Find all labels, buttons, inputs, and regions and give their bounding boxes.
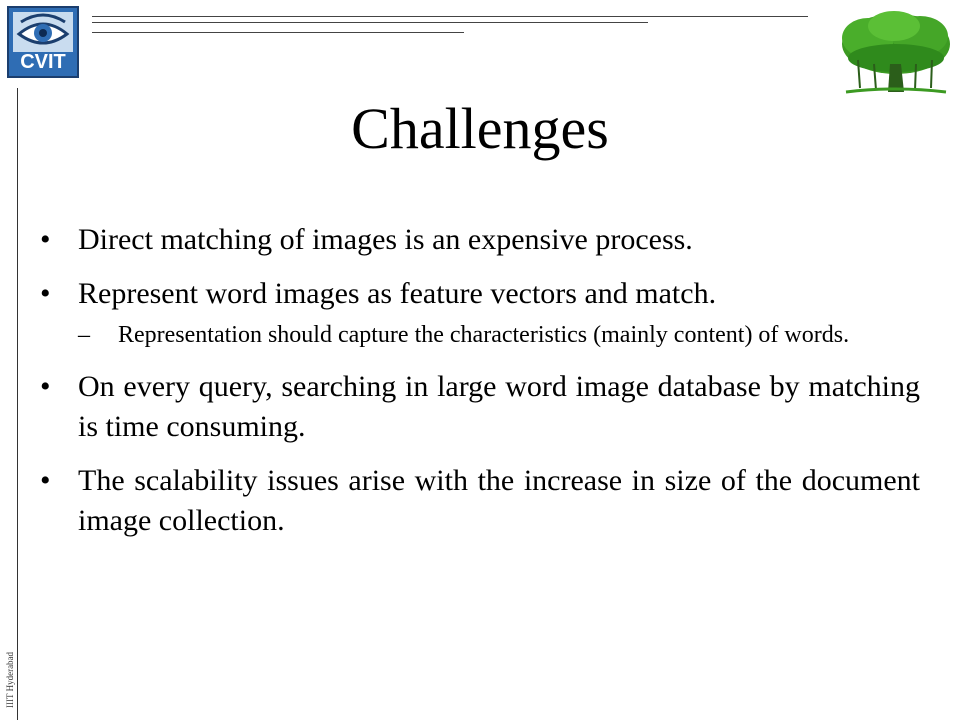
eye-icon	[13, 12, 73, 52]
bullet-text: The scalability issues arise with the increase in size of the document image collection.	[78, 464, 920, 537]
bullet-text: On every query, searching in large word image database by matching is time consuming.	[78, 370, 920, 443]
bullet-mark: •	[40, 277, 51, 310]
sub-bullet-item	[78, 318, 920, 353]
sub-bullet-mark: –	[78, 322, 90, 348]
side-label: IIIT Hyderabad	[5, 651, 15, 708]
bullet-item	[40, 220, 920, 260]
bullet-item	[40, 461, 920, 541]
bullet-item	[40, 274, 920, 314]
left-rule	[17, 88, 18, 720]
logo-text: CVIT	[20, 51, 66, 73]
header-rule-2	[92, 22, 648, 23]
bullet-mark: •	[40, 223, 51, 256]
slide-content	[40, 220, 920, 541]
bullet-mark: •	[40, 464, 51, 497]
bullet-item	[40, 367, 920, 447]
slide-title: Challenges	[351, 96, 609, 161]
sub-bullet-text: Representation should capture the characteristics (mainly content) of words.	[118, 322, 850, 348]
bullet-text: Direct matching of images is an expensive process.	[78, 223, 693, 256]
logo-eye-panel	[13, 12, 73, 52]
tree-icon	[838, 8, 954, 96]
bullet-mark: •	[40, 370, 51, 403]
header-rule-3	[92, 32, 464, 33]
cvit-logo	[7, 6, 79, 78]
bullet-text: Represent word images as feature vectors and match.	[78, 277, 717, 310]
header-rule-1	[92, 16, 808, 17]
